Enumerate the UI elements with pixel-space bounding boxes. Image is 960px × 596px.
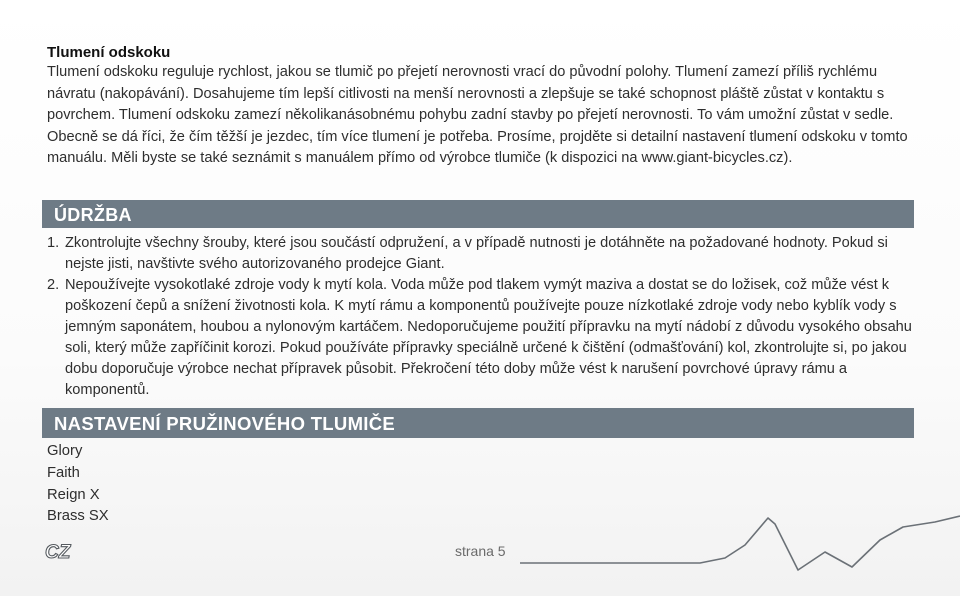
maintenance-heading-bar [42,200,914,228]
model-item: Reign X [47,486,100,503]
list-item-text: Zkontrolujte všechny šrouby, které jsou součástí odpružení, a v případě nutnosti je dotáhněte na požadované hodnoty. Pokud si nejste jisti, navštivte svého autorizovaného prodejce Giant. [65,235,888,272]
model-item: Faith [47,464,80,481]
list-item-number: 1. [47,235,60,251]
shock-setup-heading-bar [42,408,914,438]
model-item: Brass SX [47,508,109,525]
list-item-number: 2. [47,277,60,293]
rebound-damping-text: Tlumení odskoku reguluje rychlost, jakou se tlumič po přejetí nerovnosti vrací do původní polohy. Tlumení zamezí příliš rychlému návratu (nakopávání). Dosahujeme tím lepší citlivosti na menší nerovnosti a zlepšuje se také schopnost pláště zůstat v kontaktu s povrchem. Tlumení odskoku zamezí několikanásobnému pohybu zadní stavby po přejetí nerovnosti. To vám umožní zůstat v sedle. Obecně se dá říci, že čím těžší je jezdec, tím více tlumení je potřeba. Prosíme, projděte si detailní nastavení tlumení odskoku v tomto manuálu. Měli byste se také seznámit s manuálem přímo od výrobce tlumiče (k dispozici na www.giant-bicycles.cz). [47,64,908,166]
list-item [47,275,915,401]
list-item-text: Nepoužívejte vysokotlaké zdroje vody k mytí kola. Voda může pod tlakem vymýt maziva a dostat se do ložisek, což může vést k poškození čepů a snížení životnosti kola. K mytí rámu a komponentů používejte pouze nízkotlaké zdroje vody nebo kyblík vody s jemným saponátem, houbou a nylonovým kartáčem. Nedoporučujeme použití přípravku na mytí nádobí z důvodu vysokého obsahu soli, který může zapříčinit korozi. Pokud používáte přípravky speciálně určené k čištění (odmašťování) kol, zkontrolujte si, po jakou dobu doporučuje výrobce nechat přípravek působit. Překročení této doby může vést k narušení povrchové úpravy rámu a komponentů. [65,277,912,398]
rebound-damping-title: Tlumení odskoku [47,44,171,61]
language-badge-text: CZ [45,542,71,562]
maintenance-heading: ÚDRŽBA [54,205,132,225]
model-item: Glory [47,443,83,459]
shock-setup-heading: NASTAVENÍ PRUŽINOVÉHO TLUMIČE [54,413,396,434]
maintenance-list [47,233,915,401]
language-badge [45,540,79,562]
list-item [47,233,915,275]
page-number: strana 5 [455,543,506,559]
